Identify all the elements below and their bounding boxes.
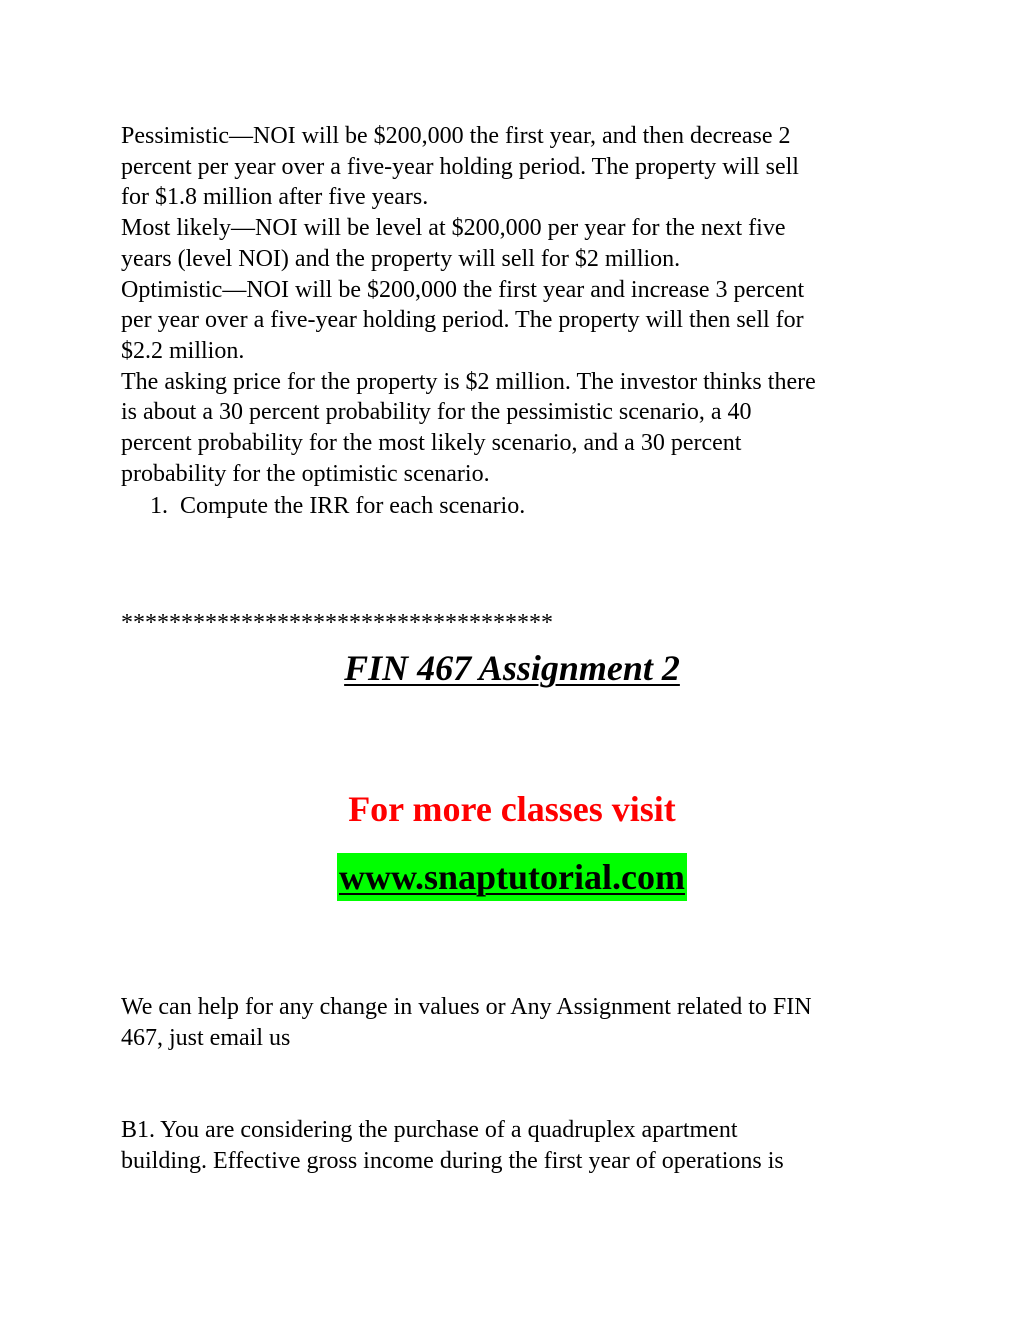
text-line: probability for the optimistic scenario. (121, 460, 490, 487)
promo-link-wrapper (0, 853, 1024, 901)
list-item-text: Compute the IRR for each scenario. (180, 493, 526, 519)
website-link[interactable]: www.snaptutorial.com (337, 853, 687, 901)
promo-headline: For more classes visit (348, 789, 676, 829)
text-line: building. Effective gross income during the first year of operations is (121, 1147, 784, 1174)
text-line: The asking price for the property is $2 million. The investor thinks there (121, 368, 816, 395)
text-line: years (level NOI) and the property will sell for $2 million. (121, 245, 681, 272)
scenario-paragraph (121, 121, 921, 489)
text-line: Most likely—NOI will be level at $200,000 per year for the next five (121, 215, 786, 242)
text-line: percent probability for the most likely scenario, and a 30 percent (121, 430, 742, 457)
text-line: Optimistic—NOI will be $200,000 the first year and increase 3 percent (121, 276, 805, 303)
separator-stars: ************************************ (121, 610, 553, 636)
question-b1-paragraph (121, 1115, 921, 1176)
numbered-list-item (150, 491, 525, 521)
text-line: Pessimistic—NOI will be $200,000 the first year, and then decrease 2 (121, 123, 791, 149)
text-line: 467, just email us (121, 1024, 291, 1051)
text-line: per year over a five-year holding period. The property will then sell for (121, 307, 804, 334)
assignment-title: FIN 467 Assignment 2 (344, 648, 680, 688)
text-line: is about a 30 percent probability for the pessimistic scenario, a 40 (121, 399, 752, 426)
text-line: B1. You are considering the purchase of a quadruplex apartment (121, 1117, 738, 1143)
text-line: percent per year over a five-year holding period. The property will sell (121, 153, 799, 180)
text-line: $2.2 million. (121, 337, 245, 364)
text-line: We can help for any change in values or Any Assignment related to FIN (121, 994, 812, 1020)
text-line: for $1.8 million after five years. (121, 184, 429, 211)
help-paragraph (121, 992, 921, 1053)
list-number: 1. (150, 493, 168, 519)
